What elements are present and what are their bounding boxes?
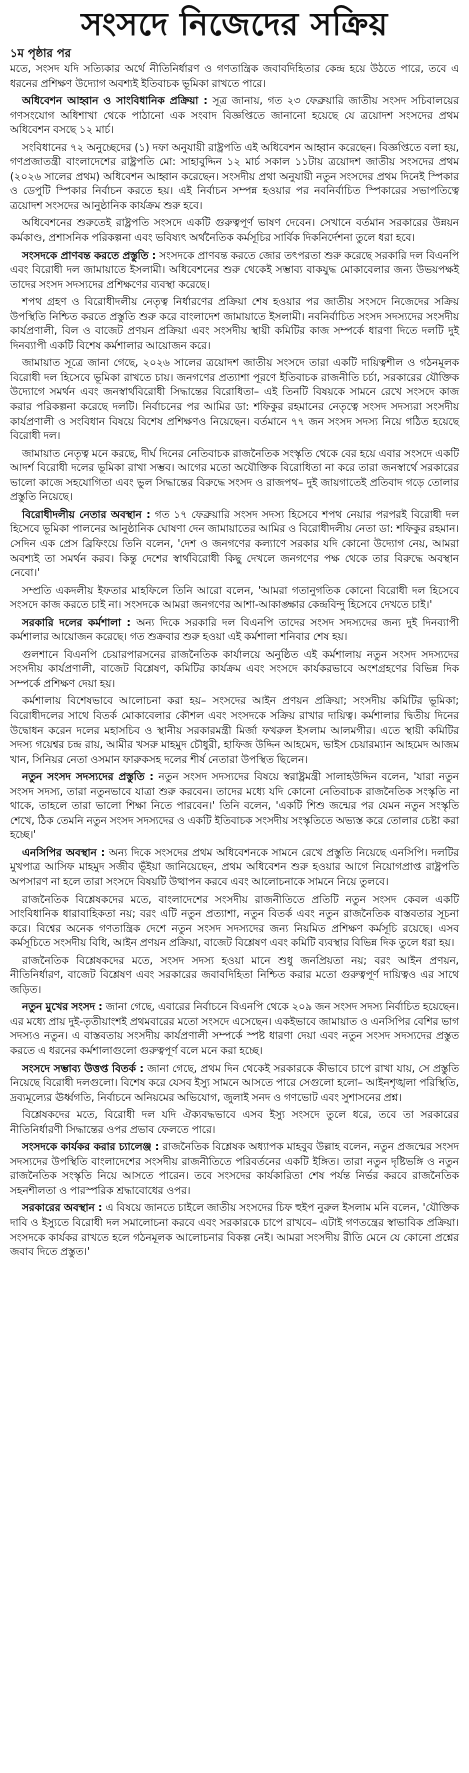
- paragraph-text: রাজনৈতিক বিশ্লেষক অধ্যাপক মাহবুব উল্লাহ বলেন, নতুন প্রজন্মের সংসদ সদস্যদের উপস্থিতি বাংলাদেশের সংসদীয় রাজনীতিতে পরিবর্তনের একটি ইঙ্গিত। তারা নতুন দৃষ্টিভঙ্গি ও নতুন রাজনৈতিক সংস্কৃতি নিয়ে আসতে পারেন। তবে সংসদের কার্যকারিতা শেষ পর্যন্ত নির্ভর করবে রাজনৈতিক সহনশীলতা ও পারস্পরিক শ্রদ্ধাবোধের ওপর।: [10, 1141, 459, 1197]
- paragraph-text: জামায়াত সূত্রে জানা গেছে, ২০২৬ সালের ত্রয়োদশ জাতীয় সংসদে তারা একটি দায়িত্বশীল ও গঠনমূলক বিরোধী দল হিসেবে ভূমিকা রাখতে চায়। জনগণের প্রত্যাশা পূরণে ইতিবাচক রাজনীতি চর্চা, সরকারের যৌক্তিক উদ্যোগে সমর্থন এবং জনস্বার্থবিরোধী সিদ্ধান্তের বিরোধিতা– এই তিনটি বিষয়কে সামনে রেখে সংসদে কাজ করার পরিকল্পনা করেছে দলটি। নির্বাচনের পর আমির ডা: শফিকুর রহমানের নেতৃত্বে সংসদ সদস্যরা সংসদীয় কার্যপ্রণালী ও সংবিধান বিষয়ে বিশেষ প্রশিক্ষণও নিয়েছেন। বর্তমানে ৭৭ জন সংসদ সদস্য নিয়ে গঠিত হয়েছে বিরোধী দল।: [10, 357, 459, 443]
- paragraph-subhead: অধিবেশন আহ্বান ও সাংবিধানিক প্রক্রিয়া :: [22, 95, 208, 108]
- article-paragraph: [10, 1062, 459, 1106]
- paragraph-subhead: নতুন মুখের সংসদ :: [22, 1001, 103, 1014]
- article-paragraph: [10, 694, 459, 767]
- paragraph-text: সূত্র জানায়, গত ২৩ ফেব্রুয়ারি জাতীয় সংসদ সচিবালয়ের গণসংযোগ অধিশাখা থেকে পাঠানো এক সংবাদ বিজ্ঞপ্তিতে জানানো হয়েছে যে ত্রয়োদশ সংসদের প্রথম অধিবেশন বসছে ১২ মার্চ।: [10, 95, 459, 137]
- article-paragraph: [10, 1000, 459, 1058]
- paragraph-text: অন্য দিকে সংসদের প্রথম অধিবেশনকে সামনে রেখে প্রস্তুতি নিয়েছে এনসিপি। দলটির মুখপাত্র আসিফ মাহমুদ সজীব ভূঁইয়া জানিয়েছেন, প্রথম অধিবেশন শুরু হওয়ার আগে নিয়োগপ্রাপ্ত রাষ্ট্রপতি অপসারণ না হলে তারা সংসদে বিষয়টি উত্থাপন করবে এবং আলোচনাকে সামনে নিয়ে তুলবে।: [10, 846, 459, 888]
- paragraph-text: সংবিধানের ৭২ অনুচ্ছেদের (১) দফা অনুযায়ী রাষ্ট্রপতি এই অধিবেশন আহ্বান করেছেন। বিজ্ঞপ্তিতে বলা হয়, গণপ্রজাতন্ত্রী বাংলাদেশের রাষ্ট্রপতি মো: সাহাবুদ্দিন ১২ মার্চ সকাল ১১টায় ত্রয়োদশ জাতীয় সংসদের প্রথম (২০২৬ সালের প্রথম) অধিবেশন আহ্বান করেছেন। সংসদীয় প্রথা অনুযায়ী নতুন সংসদের প্রথম দিনেই স্পিকার ও ডেপুটি স্পিকার নির্বাচন করতে হয়। এই নির্বাচন সম্পন্ন হওয়ার পর নবনির্বাচিত স্পিকারের সভাপতিত্বে ত্রয়োদশ সংসদের আনুষ্ঠানিক কার্যক্রম শুরু হবে।: [10, 141, 459, 212]
- article-paragraph: [10, 616, 459, 645]
- article-paragraph: [10, 62, 459, 91]
- article-paragraph: [10, 1201, 459, 1259]
- article-paragraph: [10, 954, 459, 998]
- paragraph-text: শপথ গ্রহণ ও বিরোধীদলীয় নেতৃত্ব নির্ধারণের প্রক্রিয়া শেষ হওয়ার পর জাতীয় সংসদে নিজেদের সক্রিয় উপস্থিতি নিশ্চিত করতে প্রস্তুতি শুরু করে বাংলাদেশ জামায়াতে ইসলামী। নবনির্বাচিত সংসদ সদস্যদের সংসদীয় কার্যপ্রণালী, বিল ও বাজেট প্রণয়ন প্রক্রিয়া এবং সংসদীয় স্থায়ী কমিটির কাজ সম্পর্কে ধারণা দিতে দলটি দুই দিনব্যাপী একটি বিশেষ কর্মশালার আয়োজন করে।: [10, 296, 460, 352]
- article-paragraph: [10, 1140, 459, 1198]
- paragraph-subhead: নতুন সংসদ সদস্যদের প্রস্তুতি :: [22, 771, 154, 784]
- paragraph-text: জামায়াত নেতৃত্ব মনে করছে, দীর্ঘ দিনের নেতিবাচক রাজনৈতিক সংস্কৃতি থেকে বের হয়ে এবার সংসদে একটি আদর্শ বিরোধী দলের ভূমিকা রাখা সম্ভব। আগের মতো অযৌক্তিক বিরোধিতা না করে তারা জনস্বার্থে সরকারের ভালো কাজে সহযোগিতা এবং ভুল সিদ্ধান্তের বিরুদ্ধে সংসদ ও রাজপথ– দুই জায়গাতেই প্রতিবাদ গড়ে তোলার প্রস্তুতি নিয়েছে।: [10, 447, 459, 504]
- article-body: [10, 62, 459, 1260]
- paragraph-text: রাজনৈতিক বিশ্লেষকদের মতে, সংসদ সদস্য হওয়া মানে শুধু জনপ্রিয়তা নয়; বরং আইন প্রণয়ন, নীতিনির্ধারণ, বাজেট বিশ্লেষণ এবং সরকারের জবাবদিহিতা নিশ্চিত করার মতো গুরুত্বপূর্ণ দায়িত্বও এর সাথে জড়িত।: [10, 954, 459, 996]
- paragraph-subhead: সরকারের অবস্থান :: [22, 1202, 103, 1215]
- paragraph-subhead: সংসদকে প্রাণবন্ত করতে প্রস্তুতি :: [22, 249, 157, 262]
- paragraph-subhead: এনসিপির অবস্থান :: [22, 846, 106, 859]
- article-paragraph: [10, 216, 459, 245]
- article-paragraph: [10, 584, 459, 613]
- article-paragraph: [10, 295, 459, 353]
- paragraph-text: অধিবেশনের শুরুতেই রাষ্ট্রপতি সংসদে একটি গুরুত্বপূর্ণ ভাষণ দেবেন। সেখানে বর্তমান সরকারের উন্নয়ন কর্মকাণ্ড, প্রশাসনিক পরিকল্পনা এবং ভবিষ্যৎ অর্থনৈতিক কর্মসূচির সার্বিক দিকনির্দেশনা তুলে ধরা হবে।: [10, 217, 459, 245]
- headline: সংসদে নিজেদের সক্রিয়: [81, 5, 388, 43]
- paragraph-subhead: সংসদকে কার্যকর করার চ্যালেঞ্জ :: [22, 1141, 160, 1154]
- paragraph-text: সংসদকে প্রাণবন্ত করতে জোর তৎপরতা শুরু করেছে সরকারি দল বিএনপি এবং বিরোধী দল জামায়াতে ইসলামী। অধিবেশনের শুরু থেকেই সম্ভাব্য বাকযুদ্ধ মোকাবেলার জন্য উভয়পক্ষই তাদের সংসদ সদস্যদের প্রশিক্ষণের ব্যবস্থা করেছে।: [10, 249, 459, 291]
- article-paragraph: [10, 893, 459, 951]
- paragraph-text: কর্মশালায় বিশেষভাবে আলোচনা করা হয়– সংসদের আইন প্রণয়ন প্রক্রিয়া; সংসদীয় কমিটির ভূমিকা; বিরোধীদলের সাথে বিতর্ক মোকাবেলার কৌশল এবং সংসদকে সক্রিয় রাখার দায়িত্ব। কর্মশালার দ্বিতীয় দিনের উদ্বোধন করেন দলের মহাসচিব ও স্থানীয় সরকারমন্ত্রী মির্জা ফখরুল ইসলাম আলমগীর। এতে স্থায়ী কমিটির সদস্য গয়েশ্বর চন্দ্র রায়, আমীর খসরু মাহমুদ চৌধুরী, হাফিজ উদ্দিন আহমেদ, ভাইস চেয়ারম্যান আহমেদ আজম খান, সিনিয়র নেতা ওসমান ফারুকসহ দলের শীর্ষ নেতারা উপস্থিত ছিলেন।: [10, 695, 459, 766]
- paragraph-text: জানা গেছে, প্রথম দিন থেকেই সরকারকে কীভাবে চাপে রাখা যায়, সে প্রস্তুতি নিয়েছে বিরোধী দলগুলো। বিশেষ করে যেসব ইস্যু সামনে আসতে পারে সেগুলো হলো– আইনশৃঙ্খলা পরিস্থিতি, দ্রব্যমূল্যের ঊর্ধ্বগতি, নির্বাচনে অনিয়মের অভিযোগ, জুলাই সনদ ও গণভোট এবং সুশাসনের প্রশ্ন।: [10, 1062, 459, 1104]
- paragraph-text: এ বিষয়ে জানতে চাইলে জাতীয় সংসদের চিফ হুইপ নুরুল ইসলাম মনি বলেন, 'যৌক্তিক দাবি ও ইস্যুতে বিরোধী দল সমালোচনা করবে এবং সরকারকে চাপে রাখবে– এটাই গণতন্ত্রের স্বাভাবিক প্রক্রিয়া। সংসদকে কার্যকর রাখতে হলে গঠনমূলক আলোচনার বিকল্প নেই। আমরা সংসদীয় রীতি মেনে যে কোনো প্রশ্নের জবাব দিতে প্রস্তুত।': [10, 1202, 459, 1259]
- paragraph-subhead: বিরোধীদলীয় নেতার অবস্থান :: [22, 508, 151, 521]
- paragraph-text: মতে, সংসদ যদি সত্যিকার অর্থে নীতিনির্ধারণ ও গণতান্ত্রিক জবাবদিহিতার কেন্দ্র হয়ে উঠতে পারে, তবে এ ধরনের প্রশিক্ষণ উদ্যোগ অবশ্যই ইতিবাচক ভূমিকা রাখতে পারে।: [10, 63, 459, 90]
- article-paragraph: [10, 648, 459, 692]
- paragraph-subhead: সংসদে সম্ভাব্য উত্তপ্ত বিতর্ক :: [22, 1062, 144, 1075]
- article-paragraph: [10, 1108, 459, 1137]
- article-paragraph: [10, 356, 459, 443]
- paragraph-text: রাজনৈতিক বিশ্লেষকদের মতে, বাংলাদেশের সংসদীয় রাজনীতিতে প্রতিটি নতুন সংসদ কেবল একটি সাংবিধানিক ধারাবাহিকতা নয়; বরং এটি নতুন প্রত্যাশা, নতুন বিতর্ক এবং নতুন রাজনৈতিক বাস্তবতার সূচনা করে। বিশ্বের অনেক গণতান্ত্রিক দেশে নতুন সংসদ সদস্যদের জন্য নিয়মিত প্রশিক্ষণ কর্মসূচি রয়েছে। এসব কর্মসূচিতে সংসদীয় বিধি, আইন প্রণয়ন প্রক্রিয়া, বাজেট বিশ্লেষণ এবং কমিটি ব্যবস্থার বিভিন্ন দিক তুলে ধরা হয়।: [10, 893, 459, 950]
- paragraph-text: সম্প্রতি একদলীয় ইফতার মাহফিলে তিনি আরো বলেন, 'আমরা গতানুগতিক কোনো বিরোধী দল হিসেবে সংসদে কাজ করতে চাই না। সংসদকে আমরা জনগণের আশা-আকাঙ্ক্ষার কেন্দ্রবিন্দু হিসেবে দেখতে চাই।': [10, 584, 459, 612]
- article-paragraph: [10, 141, 459, 214]
- article-paragraph: [10, 249, 459, 293]
- article-paragraph: [10, 508, 459, 581]
- paragraph-text: গত ১৭ ফেব্রুয়ারি সংসদ সদস্য হিসেবে শপথ নেয়ার পরপরই বিরোধী দল হিসেবে ভূমিকা পালনের আনুষ্ঠানিক ঘোষণা দেন জামায়াতের আমির ও বিরোধীদলীয় নেতা ডা: শফিকুর রহমান। সেদিন এক প্রেস ব্রিফিংয়ে তিনি বলেন, 'দেশ ও জনগণের কল্যাণে সরকার যদি কোনো উদ্যোগ নেয়, আমরা অবশ্যই তা সমর্থন করব। কিন্তু দেশের স্বার্থবিরোধী কিছু দেখলে জনগণের পক্ষ থেকে তার বিরুদ্ধে অবস্থান নেবো।': [10, 508, 459, 580]
- page-bottom-edge: [0, 1765, 469, 1773]
- paragraph-text: বিশ্লেষকদের মতে, বিরোধী দল যদি ঐক্যবদ্ধভাবে এসব ইস্যু সংসদে তুলে ধরে, তবে তা সরকারের নীতিনির্ধারণী সিদ্ধান্তের ওপর প্রভাব ফেলতে পারে।: [10, 1109, 459, 1136]
- article-paragraph: [10, 846, 459, 890]
- article-paragraph: [10, 94, 459, 138]
- paragraph-subhead: সরকারি দলের কর্মশালা :: [22, 616, 131, 629]
- article-paragraph: [10, 770, 459, 843]
- article-paragraph: [10, 447, 459, 505]
- paragraph-text: নতুন সংসদ সদস্যদের বিষয়ে স্বরাষ্ট্রমন্ত্রী সালাহউদ্দিন বলেন, 'যারা নতুন সংসদ সদস্য, তারা নতুনভাবে যাত্রা শুরু করবেন। তাদের মধ্যে যদি কোনো নেতিবাচক রাজনৈতিক সংস্কৃতি না থাকে, তাহলে তারা ভালো শিক্ষা নিতে পারবেন।' তিনি বলেন, 'একটি শিশু জন্মের পর যেমন নতুন সংস্কৃতি শেখে, ঠিক তেমনি নতুন সংসদ সদস্যদের ও একটি ইতিবাচক সংসদীয় সংস্কৃতিতে অভ্যস্ত করে তোলার চেষ্টা করা হচ্ছে।': [10, 771, 459, 842]
- paragraph-text: গুলশানে বিএনপি চেয়ারপারসনের রাজনৈতিক কার্যালয়ে অনুষ্ঠিত এই কর্মশালায় নতুন সংসদ সদস্যদের সংসদীয় কার্যপ্রণালী, বাজেট বিশ্লেষণ, কমিটির কার্যক্রম এবং সংসদে কার্যকরভাবে অংশগ্রহণের বিভিন্ন দিক সম্পর্কে প্রশিক্ষণ দেয়া হয়।: [10, 648, 459, 690]
- paragraph-text: অন্য দিকে সরকারি দল বিএনপি তাদের সংসদ সদস্যদের জন্য দুই দিনব্যাপী কর্মশালার আয়োজন করেছে। গত শুক্রবার শুরু হওয়া এই কর্মশালা শনিবার শেষ হয়।: [10, 616, 459, 644]
- continued-from-label: ১ম পৃষ্ঠার পর: [10, 46, 71, 60]
- paragraph-text: জানা গেছে, এবারের নির্বাচনে বিএনপি থেকে ২০৯ জন সংসদ সদস্য নির্বাচিত হয়েছেন। এর মধ্যে প্রায় দুই-তৃতীয়াংশই প্রথমবারের মতো সংসদে এসেছেন। একইভাবে জামায়াত ও এনসিপির বেশির ভাগ সদস্যও নতুন। এ বাস্তবতায় সংসদীয় কার্যপ্রণালী সম্পর্কে স্পষ্ট ধারণা দেয়া এবং নতুন সংসদ সদস্যদের প্রস্তুত করতে এ ধরনের কর্মশালাগুলো গুরুত্বপূর্ণ বলে মনে করা হচ্ছে।: [10, 1001, 459, 1057]
